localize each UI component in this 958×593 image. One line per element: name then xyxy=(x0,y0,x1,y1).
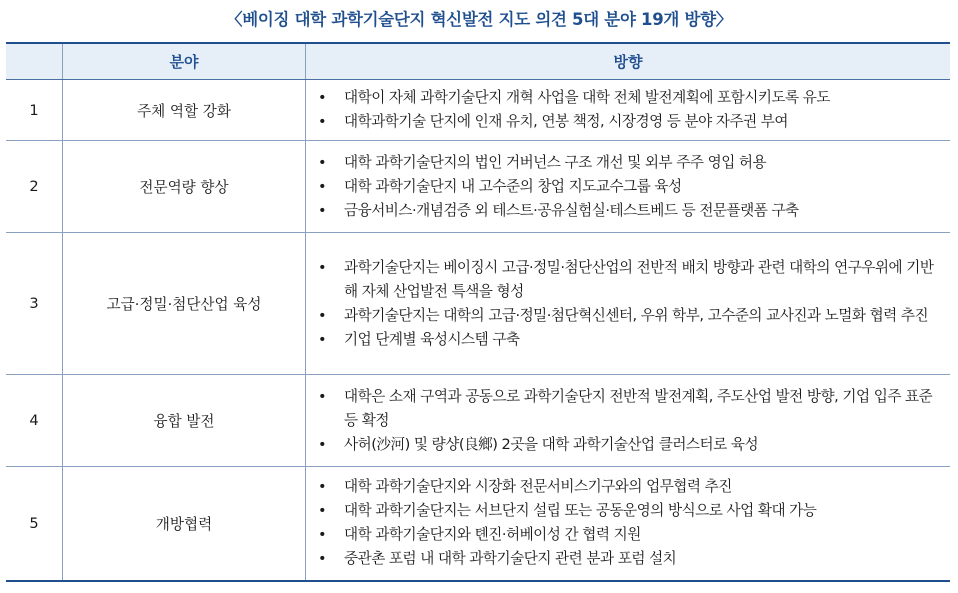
row-area: 주체 역할 강화 xyxy=(63,80,306,141)
bullet-icon: • xyxy=(318,177,327,195)
list-item: • 사허(沙河) 및 량샹(良鄉) 2곳을 대학 과학기술산업 클러스터로 육성 xyxy=(306,433,946,457)
directions-table xyxy=(6,42,950,582)
list-item: • 대학과학기술 단지에 인재 유치, 연봉 책정, 시장경영 등 분야 자주권 부여 xyxy=(306,110,946,134)
header-direction: 방향 xyxy=(306,43,951,80)
bullet-icon: • xyxy=(318,113,327,130)
row-directions xyxy=(306,467,951,581)
row-area: 개방협력 xyxy=(63,467,306,581)
list-item: • 대학은 소재 구역과 공동으로 과학기술단지 전반적 발전계획, 주도산업 발전 방향, 기업 입주 표준 등 확정 xyxy=(306,385,946,433)
row-area: 고급·정밀·첨단산업 육성 xyxy=(63,233,306,375)
row-number: 1 xyxy=(6,80,63,141)
table-header-row xyxy=(6,43,950,80)
bullet-icon: • xyxy=(318,89,327,106)
bullet-icon: • xyxy=(318,258,327,276)
row-area: 전문역량 향상 xyxy=(63,141,306,233)
bullet-icon: • xyxy=(318,330,327,348)
list-item: • 대학 과학기술단지의 법인 거버넌스 구조 개선 및 외부 주주 영입 허용 xyxy=(306,151,946,175)
list-item: • 과학기술단지는 대학의 고급·정밀·첨단혁신센터, 우위 학부, 고수준의 교사진과 노멀화 협력 추진 xyxy=(306,304,946,328)
bullet-icon: • xyxy=(318,478,327,496)
list-item: • 대학 과학기술단지 내 고수준의 창업 지도교수그룹 육성 xyxy=(306,175,946,199)
bullet-icon: • xyxy=(318,526,327,544)
bullet-icon: • xyxy=(318,502,327,520)
list-item: • 대학 과학기술단지와 시장화 전문서비스기구와의 업무협력 추진 xyxy=(306,475,946,499)
table-row xyxy=(6,141,950,233)
list-item: • 대학 과학기술단지와 톈진·허베이성 간 협력 지원 xyxy=(306,523,946,547)
bullet-icon: • xyxy=(318,306,327,324)
table-title: 〈베이징 대학 과학기술단지 혁신발전 지도 의견 5대 분야 19개 방향〉 xyxy=(226,10,732,29)
table-row xyxy=(6,467,950,581)
list-item: • 과학기술단지는 베이징시 고급·정밀·첨단산업의 전반적 배치 방향과 관련 대학의 연구우위에 기반해 자체 산업발전 특색을 형성 xyxy=(306,256,946,304)
row-area: 융합 발전 xyxy=(63,375,306,467)
list-item: • 대학 과학기술단지는 서브단지 설립 또는 공동운영의 방식으로 사업 확대 가능 xyxy=(306,499,946,523)
bullet-icon: • xyxy=(318,201,327,219)
row-number: 4 xyxy=(6,375,63,467)
table-row xyxy=(6,233,950,375)
header-number xyxy=(6,43,63,80)
header-area: 분야 xyxy=(63,43,306,80)
list-item: • 대학이 자체 과학기술단지 개혁 사업을 대학 전체 발전계획에 포함시키도록 유도 xyxy=(306,86,946,110)
row-number: 2 xyxy=(6,141,63,233)
row-directions xyxy=(306,375,951,467)
list-item: • 기업 단계별 육성시스템 구축 xyxy=(306,328,946,352)
list-item: • 금융서비스·개념검증 외 테스트·공유실험실·테스트베드 등 전문플랫폼 구축 xyxy=(306,199,946,223)
table-row xyxy=(6,80,950,141)
row-directions xyxy=(306,233,951,375)
row-directions xyxy=(306,80,951,141)
bullet-icon: • xyxy=(318,153,327,171)
list-item: • 중관촌 포럼 내 대학 과학기술단지 관련 분과 포럼 설치 xyxy=(306,547,946,571)
row-number: 5 xyxy=(6,467,63,581)
bullet-icon: • xyxy=(318,550,327,568)
row-number: 3 xyxy=(6,233,63,375)
row-directions xyxy=(306,141,951,233)
table-row xyxy=(6,375,950,467)
bullet-icon: • xyxy=(318,387,327,405)
bullet-icon: • xyxy=(318,435,327,453)
